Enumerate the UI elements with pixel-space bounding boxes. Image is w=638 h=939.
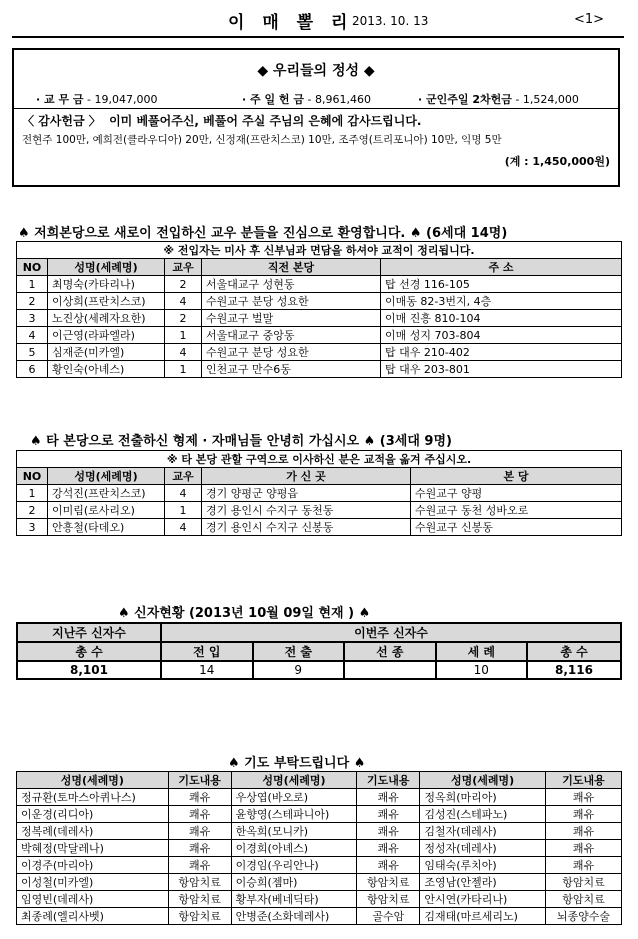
table-row: 박혜정(막달레나) 쾌유 이경희(아녜스) 쾌유 정성자(데레사) 쾌유 [17,840,622,857]
table-row: 5 심재준(미카엘) 4 수원교구 분당 성요한 탑 대우 210-402 [17,344,622,361]
table-row: 1 최명숙(카타리나) 2 서울대교구 성현동 탑 선경 116-105 [17,276,622,293]
prayer-table: 성명(세례명) 기도내용 성명(세례명) 기도내용 성명(세례명) 기도내용 정규환(토마스아퀴나스) 쾌유 우상엽(바오로) 쾌유 정옥희(마리아) 쾌유 이운경(리디아) 쾌유 윤향영(스테파니아) 쾌유 김성진(스테파노) 쾌유 정복례(데레사) 쾌유 한옥희(모니카) 쾌유 김철자(데레사) 쾌유 박혜정(막달레나) 쾌유 이경희(아녜스) 쾌유 정성자(데레사) 쾌유 이경주(마리아) 쾌유 이경임(우리안나) 쾌유 임태숙(루치아) 쾌유 이성철(미카엘) 항암치료 이승희(젬마) 항암치료 조영남(안젤라) 항암치료 임영빈(데레사) 항암치료 황부자(베네딕타) 항암치료 안시연(카타리나) 항암치료 최종례(엘리사벳) 항암치료 안병준(소화데레사) 골수암 김재태(마르세리노) 뇌종양수술 [16,771,622,925]
table-row: 6 황인숙(아녜스) 1 인천교구 만수6동 탑 대우 203-801 [17,361,622,378]
offering-summary [14,88,618,109]
thanks-heading: 〈 감사헌금 〉 이미 베풀어주신, 베풀어 주실 주님의 은혜에 감사드립니다. [22,114,422,128]
table-row: 2 이미림(로사리오) 1 경기 용인시 수지구 동천동 수원교구 동천 성바오로 [17,502,622,519]
table-row: 3 안흥철(타데오) 4 경기 용인시 수지구 신봉동 수원교구 신봉동 [17,519,622,536]
table-row: 임영빈(데레사) 항암치료 황부자(베네딕타) 항암치료 안시연(카타리나) 항암치료 [17,891,622,908]
issue-date: 2013. 10. 13 [352,14,429,28]
moved-out-table: ※ 타 본당 관할 구역으로 이사하신 분은 교적을 옮겨 주십시오. NO 성명(세례명) 교우 가 신 곳 본 당 1 강석진(프란치스코) 4 경기 양평군 양평읍 수원교구 양평 2 이미림(로사리오) 1 경기 용인시 수지구 동천동 수원교구 동천 성바오로 3 안흥철(타데오) 4 경기 용인시 수지구 신봉동 수원교구 신봉동 [16,450,622,536]
table-row: 최종례(엘리사벳) 항암치료 안병준(소화데레사) 골수암 김재태(마르세리노) 뇌종양수술 [17,908,622,925]
prayer-title: ♠ 기도 부탁드립니다 ♠ [228,756,366,771]
table-row: 4 이근영(라파엘라) 1 서울대교구 중앙동 이매 성지 703-804 [17,327,622,344]
moved-out-note: ※ 타 본당 관할 구역으로 이사하신 분은 교적을 옮겨 주십시오. [17,451,622,468]
newsletter-title: 이 매 뽈 리 [228,13,354,33]
offering-item: · 주 일 헌 금 - 8,961,460 [242,93,371,106]
moved-out-title: ♠ 타 본당으로 전출하신 형제 · 자매님들 안녕히 가십시오 ♠ (3세대 9명) [30,434,452,449]
stats-table: 지난주 신자수 이번주 신자수 총 수 전 입 전 출 선 종 세 례 총 수 8,101 14 9 10 8,116 [16,622,622,680]
stats-title: ♠ 신자현황 (2013년 10월 09일 현재 ) ♠ [118,606,371,621]
table-row: 이성철(미카엘) 항암치료 이승희(젬마) 항암치료 조영남(안젤라) 항암치료 [17,874,622,891]
offering-title: ◆ 우리들의 정성 ◆ [257,63,375,79]
page-number: <1> [573,12,604,27]
last-week-header: 지난주 신자수 [17,623,161,642]
offering-item: · 군인주일 2차헌금 - 1,524,000 [418,93,579,106]
new-members-title: ♠ 저희본당으로 새로이 전입하신 교우 분들을 진심으로 환영합니다. ♠ (6세대 14명) [18,226,508,241]
offering-item: · 교 무 금 - 19,047,000 [36,93,158,106]
new-members-table: ※ 전입자는 미사 후 신부님과 면담을 하셔야 교적이 정리됩니다. NO 성명(세례명) 교우 직전 본당 주 소 1 최명숙(카타리나) 2 서울대교구 성현동 탑 선경 116-105 2 이상희(프란치스코) 4 수원교구 분당 성요한 이매동 82-3번지, 4층 3 노진상(세례자요한) 2 수원교구 벌말 이매 진흥 810-104 4 이근영(라파엘라) 1 서울대교구 중앙동 이매 성지 703-804 5 심재준(미카엘) 4 수원교구 분당 성요한 탑 대우 210-402 6 황인숙(아녜스) 1 인천교구 만수6동 탑 대우 203-801 [16,241,622,378]
table-row: 정규환(토마스아퀴나스) 쾌유 우상엽(바오로) 쾌유 정옥희(마리아) 쾌유 [17,789,622,806]
offering-box [12,48,620,187]
table-row: 2 이상희(프란치스코) 4 수원교구 분당 성요한 이매동 82-3번지, 4층 [17,293,622,310]
new-members-note: ※ 전입자는 미사 후 신부님과 면담을 하셔야 교적이 정리됩니다. [17,242,622,259]
table-row: 정복례(데레사) 쾌유 한옥희(모니카) 쾌유 김철자(데레사) 쾌유 [17,823,622,840]
donor-list: 전현주 100만, 예희전(클라우디아) 20만, 신정재(프란치스코) 10만, 조주영(트리포니아) 10만, 익명 5만 [22,134,502,146]
table-row: 이경주(마리아) 쾌유 이경임(우리안나) 쾌유 임태숙(루치아) 쾌유 [17,857,622,874]
page-header [12,6,624,38]
this-week-header: 이번주 신자수 [161,623,621,642]
table-row: 1 강석진(프란치스코) 4 경기 양평군 양평읍 수원교구 양평 [17,485,622,502]
thanks-total: (계 : 1,450,000원) [504,155,610,168]
table-row: 이운경(리디아) 쾌유 윤향영(스테파니아) 쾌유 김성진(스테파노) 쾌유 [17,806,622,823]
table-row: 3 노진상(세례자요한) 2 수원교구 벌말 이매 진흥 810-104 [17,310,622,327]
